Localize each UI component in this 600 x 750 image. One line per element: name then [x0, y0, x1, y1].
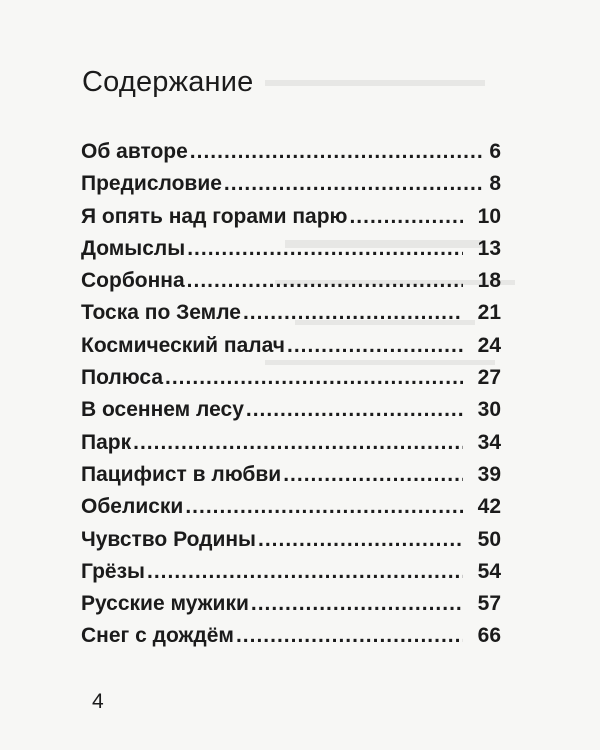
toc-entry-page: 21 [477, 301, 501, 325]
toc-entry-title: Космический палач [81, 333, 285, 357]
toc-entry-page: 66 [477, 624, 501, 648]
toc-entry [81, 269, 501, 301]
dot-leader [224, 172, 485, 196]
toc-entry-page: 54 [477, 559, 501, 583]
dot-leader [133, 431, 463, 455]
toc-entry-title: Тоска по Земле [81, 301, 241, 325]
dot-leader [187, 237, 463, 261]
toc-entry-title: Пацифист в любви [81, 462, 282, 486]
toc-entry-title: Сорбонна [81, 269, 185, 293]
toc-entry-page: 57 [477, 592, 501, 616]
toc-entry [81, 301, 501, 333]
toc-entry-page: 10 [477, 204, 501, 228]
toc-entry-page: 18 [477, 269, 501, 293]
toc-entry-page: 34 [477, 430, 501, 454]
toc-entry-page: 42 [477, 495, 501, 519]
dot-leader [349, 205, 463, 229]
toc-entry-title: Чувство Родины [81, 527, 256, 551]
toc-entry-page: 8 [489, 172, 501, 196]
dot-leader [243, 301, 463, 325]
toc-entry-page: 50 [477, 527, 501, 551]
toc-entry-page: 30 [477, 398, 501, 422]
toc-entry [81, 334, 501, 366]
toc-entry [81, 624, 501, 656]
table-of-contents [81, 140, 501, 657]
toc-entry [81, 495, 501, 527]
toc-entry-title: Я опять над горами парю [81, 204, 348, 228]
dot-leader [190, 140, 485, 164]
page-title: Содержание [82, 66, 254, 98]
toc-entry [81, 366, 501, 398]
dot-leader [283, 463, 463, 487]
dot-leader [185, 495, 463, 519]
toc-entry-page: 13 [477, 236, 501, 260]
toc-entry-title: Полюса [81, 366, 164, 390]
toc-entry [81, 172, 501, 204]
toc-entry-title: Предисловие [81, 172, 222, 196]
toc-entry [81, 560, 501, 592]
toc-entry [81, 398, 501, 430]
dot-leader [165, 366, 463, 390]
toc-entry-page: 24 [477, 333, 501, 357]
dot-leader [236, 624, 463, 648]
dot-leader [147, 560, 463, 584]
toc-entry-title: Об авторе [81, 140, 188, 163]
toc-entry-page: 6 [489, 140, 501, 163]
toc-entry [81, 592, 501, 624]
toc-entry-page: 27 [477, 366, 501, 390]
toc-entry-title: Русские мужики [81, 592, 249, 616]
page-number: 4 [92, 690, 104, 713]
dot-leader [251, 592, 463, 616]
toc-entry [81, 528, 501, 560]
dot-leader [187, 269, 463, 293]
toc-entry-title: Снег с дождём [81, 624, 234, 648]
dot-leader [246, 398, 463, 422]
toc-entry-title: Домыслы [81, 236, 186, 260]
toc-entry [81, 431, 501, 463]
toc-entry [81, 140, 501, 172]
toc-entry-page: 39 [477, 462, 501, 486]
toc-entry-title: Обелиски [81, 495, 184, 519]
dot-leader [258, 528, 463, 552]
toc-entry-title: Грёзы [81, 559, 145, 583]
dot-leader [287, 334, 463, 358]
toc-entry-title: Парк [81, 430, 132, 454]
toc-entry [81, 463, 501, 495]
toc-entry-title: В осеннем лесу [81, 398, 244, 422]
toc-entry [81, 237, 501, 269]
toc-entry [81, 205, 501, 237]
